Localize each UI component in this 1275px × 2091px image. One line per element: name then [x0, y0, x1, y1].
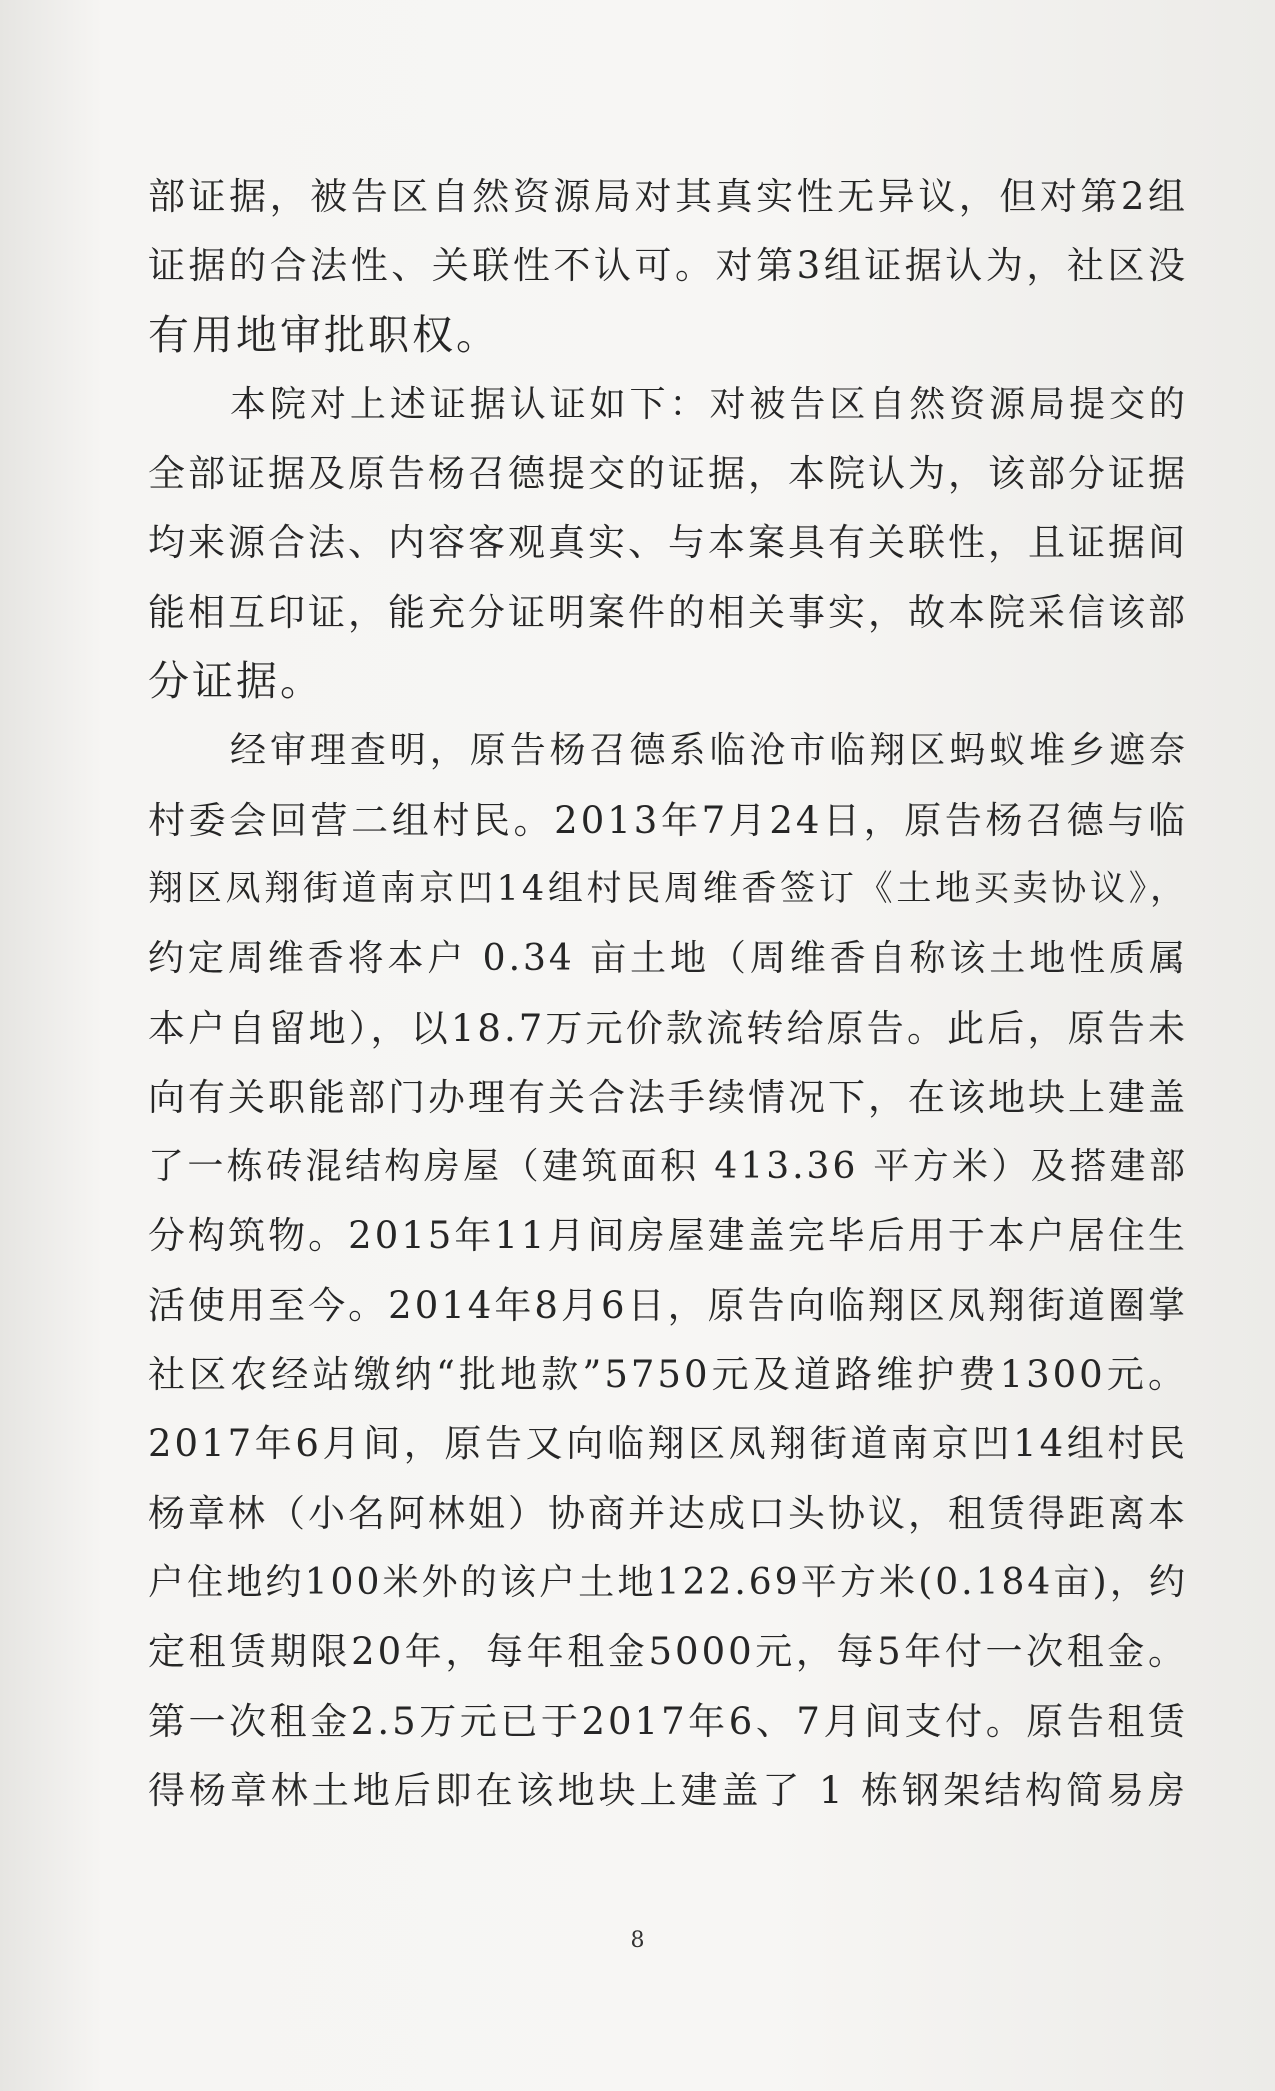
text-line: 能相互印证，能充分证明案件的相关事实，故本院采信该部 — [148, 590, 1188, 634]
text-line: 第一次租金2.5万元已于2017年6、7月间支付。原告租赁 — [148, 1699, 1188, 1743]
text-line: 分证据。 — [148, 657, 324, 706]
text-line: 杨章林（小名阿林姐）协商并达成口头协议，租赁得距离本 — [148, 1491, 1188, 1535]
text-line: 约定周维香将本户 0.34 亩土地（周维香自称该土地性质属 — [148, 938, 1188, 980]
text-line: 部证据，被告区自然资源局对其真实性无异议，但对第2组 — [148, 175, 1188, 218]
text-line: 2017年6月间，原告又向临翔区凤翔街道南京凹14组村民 — [148, 1422, 1188, 1466]
text-line: 均来源合法、内容客观真实、与本案具有关联性，且证据间 — [148, 521, 1188, 565]
text-line: 村委会回营二组村民。2013年7月24日，原告杨召德与临 — [148, 798, 1188, 842]
paragraph-start-line: 本院对上述证据认证如下：对被告区自然资源局提交的 — [230, 383, 1188, 425]
text-line: 社区农经站缴纳“批地款”5750元及道路维护费1300元。 — [148, 1353, 1188, 1397]
text-line: 定租赁期限20年，每年租金5000元，每5年付一次租金。 — [148, 1630, 1188, 1674]
text-line: 向有关职能部门办理有关合法手续情况下，在该地块上建盖 — [148, 1075, 1188, 1119]
text-line: 户住地约100米外的该户土地122.69平方米(0.184亩)，约 — [148, 1561, 1188, 1603]
text-line: 本户自留地），以18.7万元价款流转给原告。此后，原告未 — [148, 1006, 1188, 1050]
text-line: 分构筑物。2015年11月间房屋建盖完毕后用于本户居住生 — [148, 1214, 1188, 1258]
text-line: 全部证据及原告杨召德提交的证据，本院认为，该部分证据 — [148, 452, 1188, 496]
text-line: 翔区凤翔街道南京凹14组村民周维香签订《土地买卖协议》， — [148, 868, 1188, 909]
text-line: 得杨章林土地后即在该地块上建盖了 1 栋钢架结构简易房 — [148, 1768, 1188, 1812]
paragraph-start-line: 经审理查明，原告杨召德系临沧市临翔区蚂蚁堆乡遮奈 — [230, 730, 1188, 772]
text-line: 有用地审批职权。 — [148, 310, 500, 359]
body-text — [148, 162, 1188, 1825]
text-line: 了一栋砖混结构房屋（建筑面积 413.36 平方米）及搭建部 — [148, 1146, 1188, 1188]
text-line: 活使用至今。2014年8月6日，原告向临翔区凤翔街道圈掌 — [148, 1283, 1188, 1327]
page-number: 8 — [630, 1928, 645, 1953]
text-line: 证据的合法性、关联性不认可。对第3组证据认为，社区没 — [148, 244, 1188, 288]
